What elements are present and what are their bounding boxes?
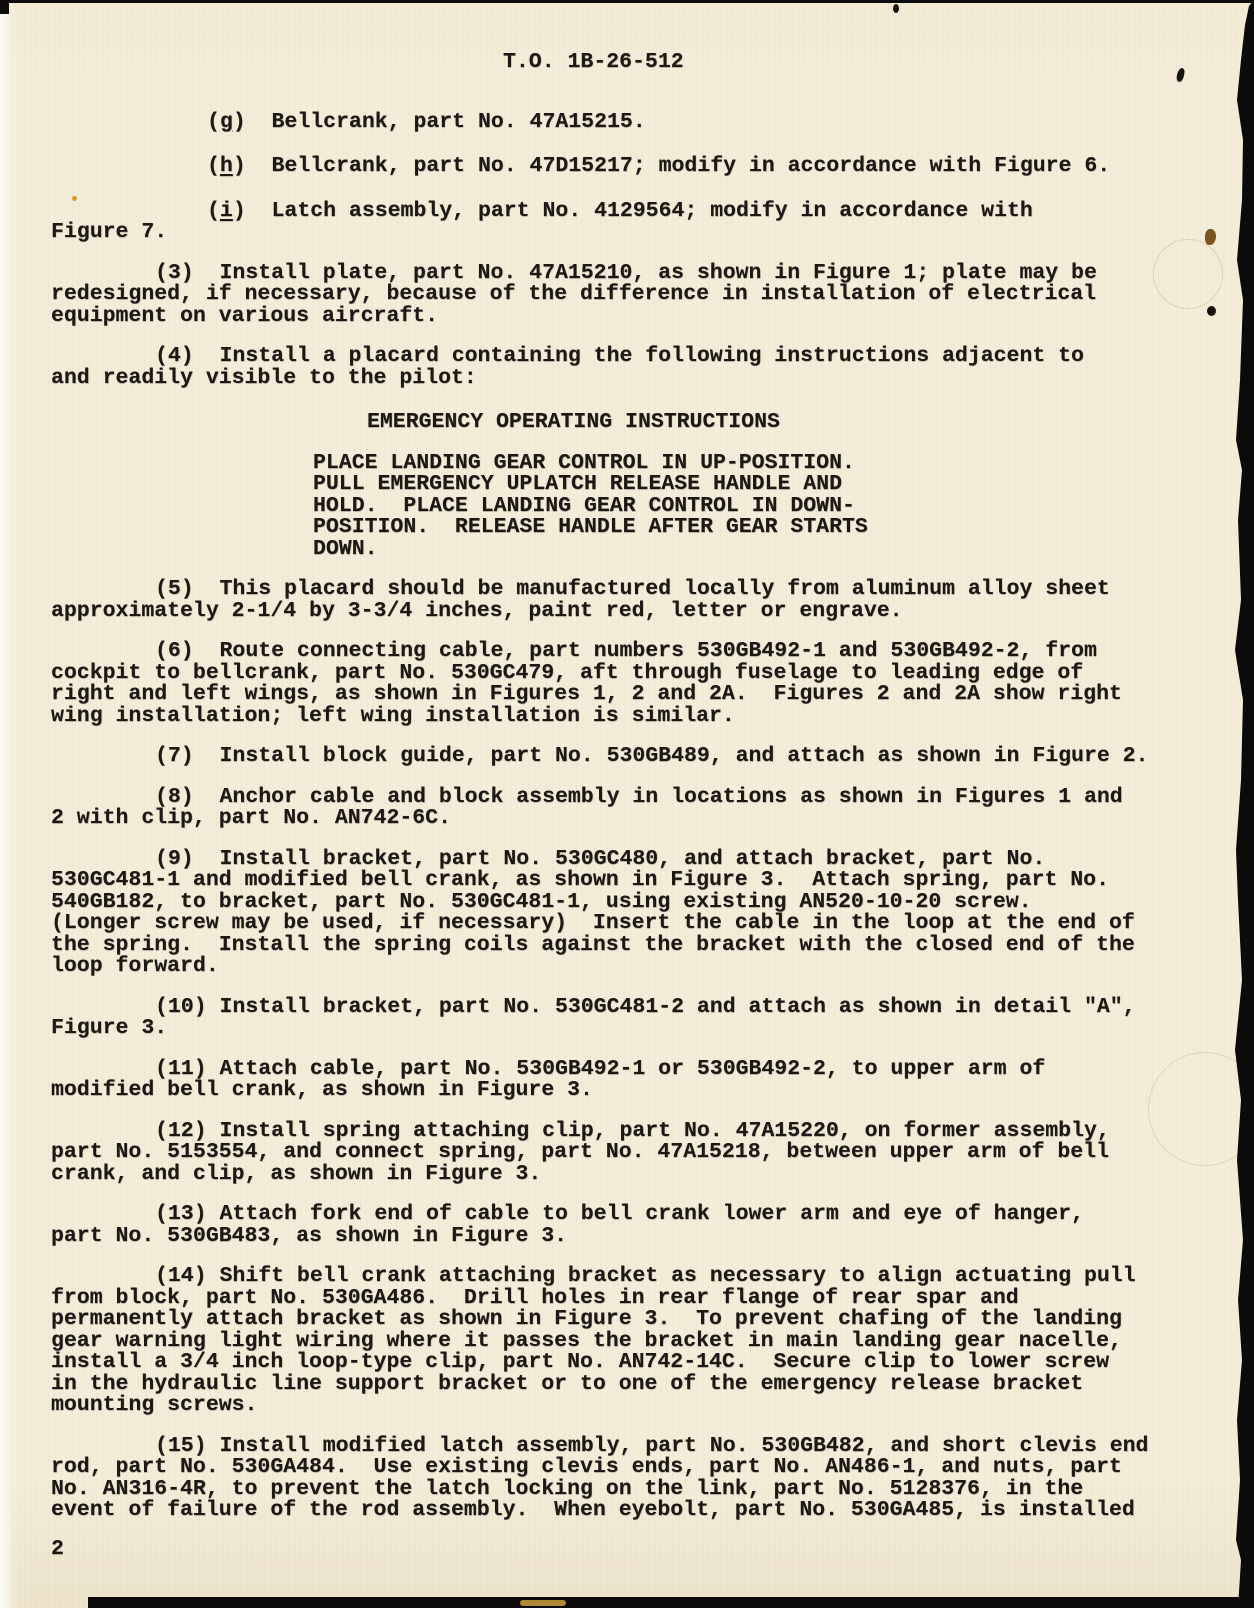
text-line: (5) This placard should be manufactured locally from aluminum alloy sheet [155, 577, 1110, 601]
item-letter: g [219, 109, 233, 134]
paragraph-15 [51, 1433, 1214, 1522]
text-line: install a 3/4 inch loop-type clip, part No. AN742-14C. Secure clip to lower screw [51, 1350, 1109, 1374]
text-line: event of failure of the rod assembly. When eyebolt, part No. 530GA485, is installed [51, 1498, 1135, 1522]
text-line: 530GC481-1 and modified bell crank, as shown in Figure 3. Attach spring, part No. [51, 868, 1109, 892]
text-line: equipment on various aircraft. [51, 303, 439, 328]
paragraph-12 [51, 1118, 1214, 1186]
ink-speck [893, 4, 899, 13]
text-line: (7) Install block guide, part No. 530GB489, and attach as shown in Figure 2. [155, 744, 1149, 768]
text-line: (10) Install bracket, part No. 530GC481-2 and attach as shown in detail "A", [155, 994, 1136, 1019]
text-line: (15) Install modified latch assembly, part No. 530GB482, and short clevis end [155, 1433, 1149, 1458]
text-line: right and left wings, as shown in Figures 1, 2 and 2A. Figures 2 and 2A show right [51, 682, 1122, 706]
paragraph-10 [51, 994, 1214, 1040]
text-line: loop forward. [51, 954, 219, 978]
list-item-g [51, 109, 1214, 134]
text-line: (11) Attach cable, part No. 530GB492-1 or 530GB492-2, to upper arm of [155, 1056, 1046, 1081]
paragraph-4 [51, 346, 1214, 389]
text-line: 2 with clip, part No. AN742-6C. [51, 806, 451, 830]
text-line: mounting screws. [51, 1393, 258, 1417]
list-item-h [51, 156, 1214, 178]
placard-line: PLACE LANDING GEAR CONTROL IN UP-POSITION. [313, 450, 855, 475]
list-item-i [51, 198, 1214, 223]
item-paren: ( [207, 154, 220, 178]
text-line: Figure 7. [51, 220, 168, 244]
text-line: Figure 3. [51, 1016, 168, 1040]
paragraph-8 [51, 784, 1214, 830]
text-line: wing installation; left wing installation is similar. [51, 703, 735, 728]
scan-edge-top [0, 0, 1254, 3]
text-line: modified bell crank, as shown in Figure 3. [51, 1078, 593, 1102]
paragraph-7 [51, 746, 1214, 768]
item-letter: i [219, 198, 233, 223]
text-line: rod, part No. 530GA484. Use existing clevis ends, part No. AN486-1, and nuts, part [51, 1455, 1122, 1479]
hole-punch-circle [1153, 239, 1223, 309]
text-line: crank, and clip, as shown in Figure 3. [51, 1161, 542, 1186]
scan-edge-bottom [88, 1597, 1254, 1608]
paragraph-11 [51, 1056, 1214, 1102]
item-text: ) Bellcrank, part No. 47D15217; modify in accordance with Figure 6. [232, 154, 1111, 178]
stain-speck [72, 196, 77, 201]
paragraph-13 [51, 1204, 1214, 1247]
stain-speck [1205, 229, 1216, 245]
paragraph-14 [51, 1266, 1214, 1417]
text-line: in the hydraulic line support bracket or to one of the emergency release bracket [51, 1371, 1084, 1396]
page-number: 2 [51, 1536, 64, 1561]
placard-line: HOLD. PLACE LANDING GEAR CONTROL IN DOWN- [313, 493, 855, 518]
placard-heading: EMERGENCY OPERATING INSTRUCTIONS [367, 410, 780, 434]
item-text: ) Latch assembly, part No. 4129564; modify in accordance with [232, 198, 1033, 223]
text-line: part No. 5153554, and connect spring, part No. 47A15218, between upper arm of bell [51, 1140, 1109, 1164]
lettered-item-list [51, 109, 1214, 244]
text-line: No. AN316-4R, to prevent the latch locking on the link, part No. 5128376, in the [51, 1476, 1084, 1501]
ink-speck [1207, 306, 1216, 316]
text-line: part No. 530GB483, as shown in Figure 3. [51, 1223, 568, 1248]
text-line: the spring. Install the spring coils against the bracket with the closed end of the [51, 932, 1135, 957]
text-line: (13) Attach fork end of cable to bell crank lower arm and eye of hanger, [155, 1202, 1084, 1226]
text-line: (3) Install plate, part No. 47A15210, as shown in Figure 1; plate may be [155, 260, 1097, 285]
placard-line: DOWN. [313, 536, 378, 561]
placard-line: POSITION. RELEASE HANDLE AFTER GEAR STARTS [313, 515, 868, 539]
text-line: permanently attach bracket as shown in Figure 3. To prevent chafing of the landing [51, 1307, 1122, 1331]
text-line: and readily visible to the pilot: [51, 365, 477, 390]
placard-instructions [51, 450, 1214, 561]
text-line: (4) Install a placard containing the following instructions adjacent to [155, 344, 1084, 368]
text-line: (12) Install spring attaching clip, part No. 47A15220, on former assembly, [155, 1118, 1110, 1143]
paragraph-9 [51, 846, 1214, 978]
paragraph-3 [51, 260, 1214, 328]
item-text: ) Bellcrank, part No. 47A15215. [232, 109, 646, 134]
scan-edge-left [0, 0, 11, 1608]
text-line: 540GB182, to bracket, part No. 530GC481-1, using existing AN520-10-20 screw. [51, 889, 1032, 914]
paragraph-6 [51, 641, 1214, 727]
placard-line: PULL EMERGENCY UPLATCH RELEASE HANDLE AND [313, 472, 842, 496]
item-paren: ( [207, 198, 220, 223]
text-line: (6) Route connecting cable, part numbers 530GB492-1 and 530GB492-2, from [155, 639, 1097, 663]
item-paren: ( [207, 109, 220, 134]
text-line: cockpit to bellcrank, part No. 530GC479, aft through fuselage to leading edge of [51, 660, 1084, 685]
document-content [51, 0, 1214, 1560]
text-line: (9) Install bracket, part No. 530GC480, and attach bracket, part No. [155, 846, 1046, 871]
scan-corner-mark [0, 0, 9, 14]
to-number-header: T.O. 1B-26-512 [503, 50, 684, 74]
text-line: redesigned, if necessary, because of the difference in installation of electrical [51, 282, 1097, 306]
text-line: (Longer screw may be used, if necessary) Insert the cable in the loop at the end of [51, 911, 1135, 935]
scan-edge-right [1232, 0, 1254, 1608]
paragraph-5 [51, 579, 1214, 622]
text-line: from block, part No. 530GA486. Drill holes in rear flange of rear spar and [51, 1285, 1019, 1310]
text-line: gear warning light wiring where it passes the bracket in main landing gear nacelle, [51, 1328, 1122, 1353]
text-line: approximately 2-1/4 by 3-3/4 inches, paint red, letter or engrave. [51, 598, 903, 623]
stain-smudge [520, 1600, 566, 1606]
text-line: (14) Shift bell crank attaching bracket as necessary to align actuating pull [155, 1264, 1136, 1288]
item-letter: h [219, 154, 233, 178]
text-line: (8) Anchor cable and block assembly in locations as shown in Figures 1 and [155, 784, 1123, 809]
